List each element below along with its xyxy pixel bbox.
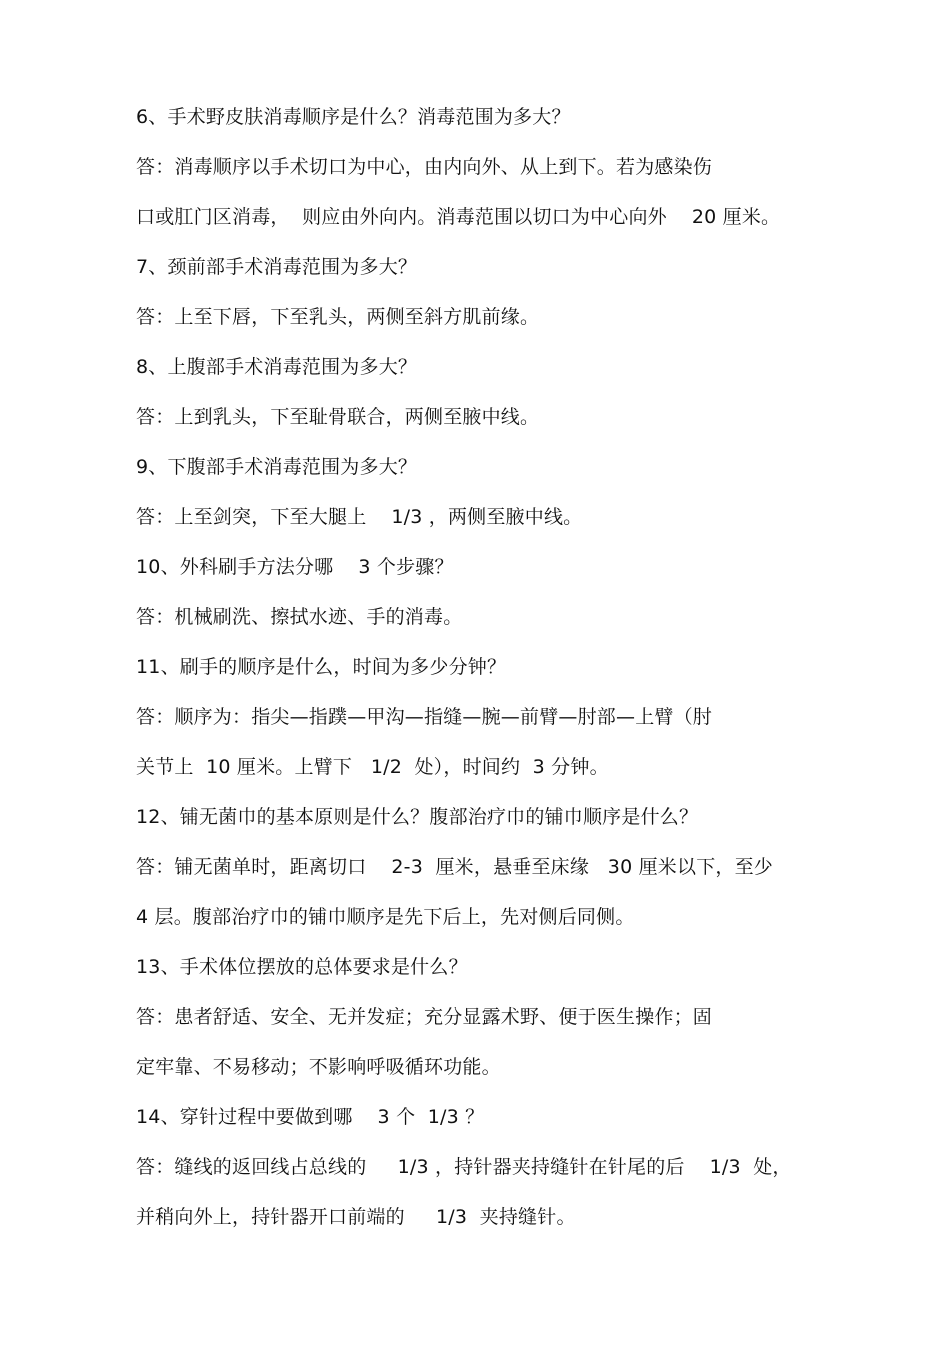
answer-12-line-2: 4 层。腹部治疗巾的铺巾顺序是先下后上，先对侧后同侧。 bbox=[136, 906, 635, 928]
question-14: 14、穿针过程中要做到哪 3 个 1/3 ？ bbox=[136, 1106, 485, 1128]
question-11: 11、刷手的顺序是什么，时间为多少分钟？ bbox=[136, 656, 507, 678]
answer-14-line-2: 并稍向外上，持针器开口前端的 1/3 夹持缝针。 bbox=[136, 1206, 576, 1228]
answer-14-line-1: 答：缝线的返回线占总线的 1/3 ，持针器夹持缝针在针尾的后 1/3 处， bbox=[136, 1156, 792, 1178]
answer-12-line-1: 答：铺无菌单时，距离切口 2-3 厘米，悬垂至床缘 30 厘米以下，至少 bbox=[136, 856, 774, 878]
question-6: 6、手术野皮肤消毒顺序是什么？消毒范围为多大？ bbox=[136, 106, 571, 128]
answer-11-line-1: 答：顺序为：指尖—指蹼—甲沟—指缝—腕—前臂—肘部—上臂（肘 bbox=[136, 706, 713, 728]
question-7: 7、颈前部手术消毒范围为多大？ bbox=[136, 256, 418, 278]
question-9: 9、下腹部手术消毒范围为多大？ bbox=[136, 456, 418, 478]
answer-13-line-2: 定牢靠、不易移动；不影响呼吸循环功能。 bbox=[136, 1056, 501, 1078]
answer-13-line-1: 答：患者舒适、安全、无并发症；充分显露术野、便于医生操作；固 bbox=[136, 1006, 713, 1028]
question-12: 12、铺无菌巾的基本原则是什么？腹部治疗巾的铺巾顺序是什么？ bbox=[136, 806, 699, 828]
answer-6-line-2: 口或肛门区消毒， 则应由外向内。消毒范围以切口为中心向外 20 厘米。 bbox=[136, 206, 781, 228]
question-8: 8、上腹部手术消毒范围为多大？ bbox=[136, 356, 418, 378]
answer-7: 答：上至下唇，下至乳头，两侧至斜方肌前缘。 bbox=[136, 306, 540, 328]
document-body bbox=[136, 100, 826, 1250]
question-10: 10、外科刷手方法分哪 3 个步骤？ bbox=[136, 556, 454, 578]
answer-9: 答：上至剑突，下至大腿上 1/3 ，两侧至腋中线。 bbox=[136, 506, 583, 528]
answer-11-line-2: 关节上 10 厘米。上臂下 1/2 处），时间约 3 分钟。 bbox=[136, 756, 609, 778]
answer-6-line-1: 答：消毒顺序以手术切口为中心，由内向外、从上到下。若为感染伤 bbox=[136, 156, 713, 178]
question-13: 13、手术体位摆放的总体要求是什么？ bbox=[136, 956, 468, 978]
answer-8: 答：上到乳头，下至耻骨联合，两侧至腋中线。 bbox=[136, 406, 540, 428]
answer-10: 答：机械刷洗、擦拭水迹、手的消毒。 bbox=[136, 606, 463, 628]
